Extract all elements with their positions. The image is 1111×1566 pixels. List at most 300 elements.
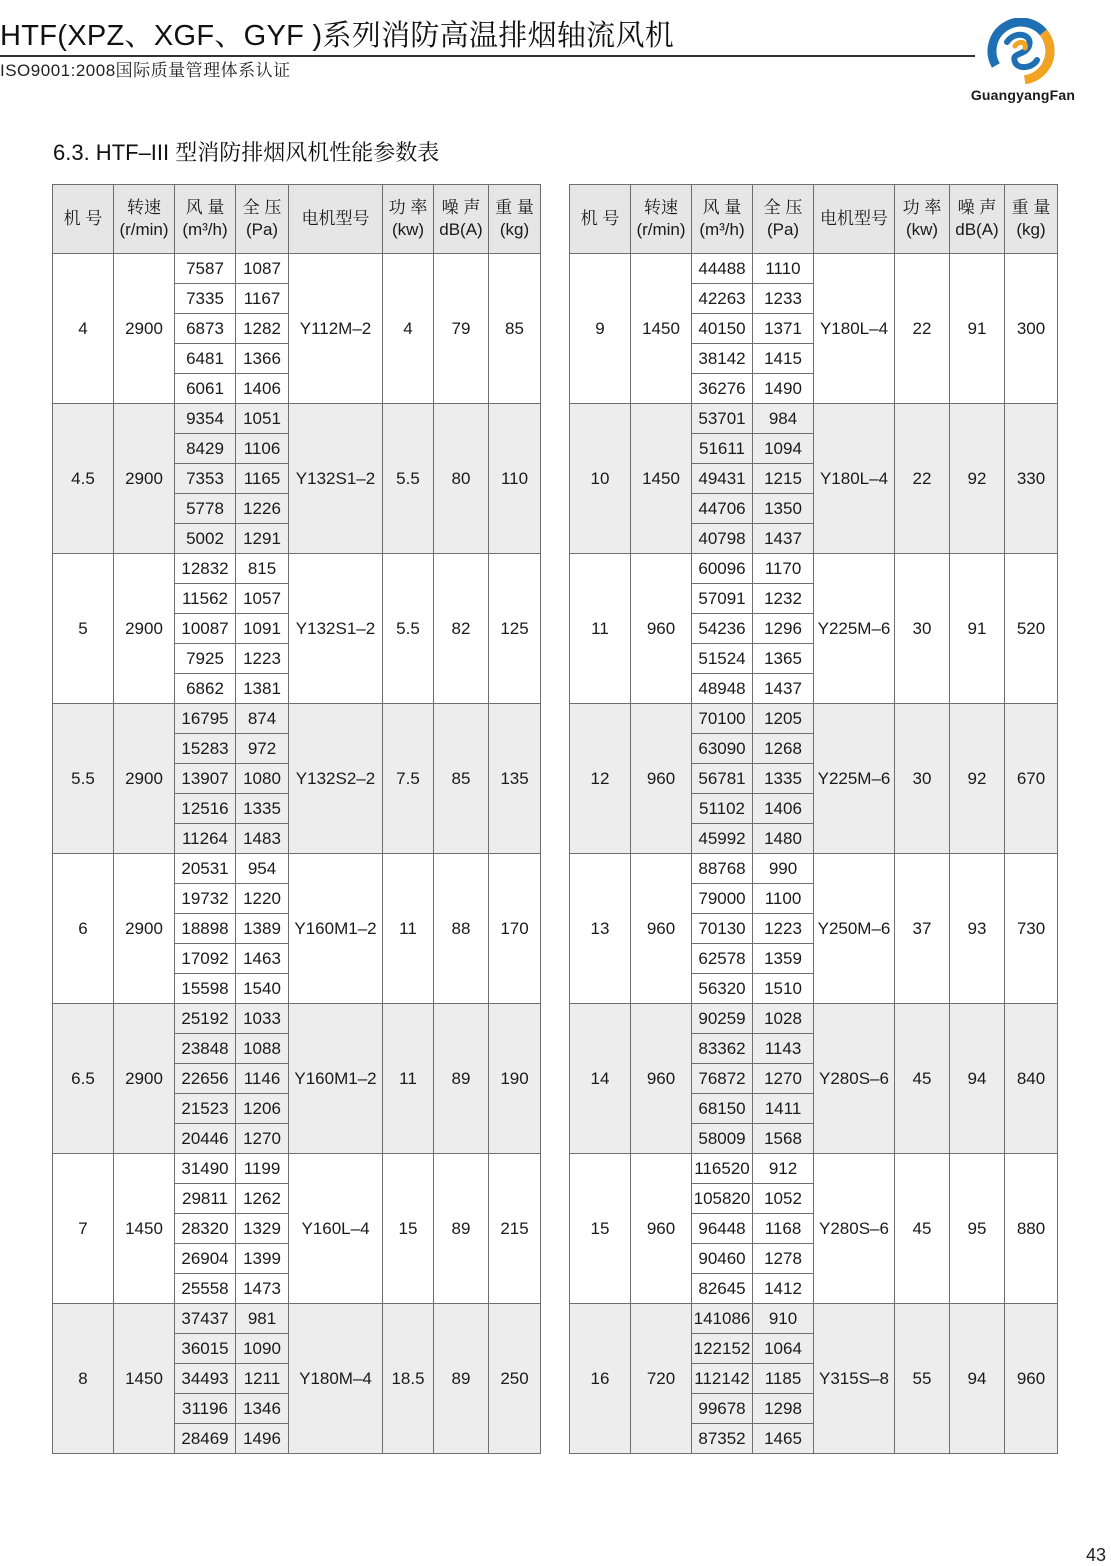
column-header — [814, 185, 895, 254]
power-cell: 4 — [383, 254, 434, 404]
weight-cell: 730 — [1005, 854, 1058, 1004]
airflow-cell: 37437 — [175, 1304, 236, 1334]
motor-model-cell: Y280S–6 — [814, 1154, 895, 1304]
column-header-text: 重 量 — [495, 198, 534, 217]
pressure-cell: 1278 — [753, 1244, 814, 1274]
pressure-cell: 1510 — [753, 974, 814, 1004]
power-cell: 11 — [383, 1004, 434, 1154]
airflow-cell: 25558 — [175, 1274, 236, 1304]
table-row — [53, 704, 541, 734]
column-header-text: (kw) — [905, 220, 939, 239]
pressure-cell: 1220 — [236, 884, 289, 914]
pressure-cell: 1399 — [236, 1244, 289, 1274]
airflow-cell: 56781 — [692, 764, 753, 794]
pressure-cell: 1170 — [753, 554, 814, 584]
airflow-cell: 6061 — [175, 374, 236, 404]
pressure-cell: 1106 — [236, 434, 289, 464]
table-row — [570, 1154, 1058, 1184]
pressure-cell: 1057 — [236, 584, 289, 614]
pressure-cell: 1088 — [236, 1034, 289, 1064]
airflow-cell: 112142 — [692, 1364, 753, 1394]
pressure-cell: 1268 — [753, 734, 814, 764]
fan-number-cell: 6.5 — [53, 1004, 114, 1154]
pressure-cell: 1199 — [236, 1154, 289, 1184]
airflow-cell: 51611 — [692, 434, 753, 464]
pressure-cell: 1185 — [753, 1364, 814, 1394]
table-row — [53, 1304, 541, 1334]
fan-number-cell: 7 — [53, 1154, 114, 1304]
column-header — [175, 185, 236, 254]
pressure-cell: 910 — [753, 1304, 814, 1334]
table-row — [53, 404, 541, 434]
pressure-cell: 1496 — [236, 1424, 289, 1454]
weight-cell: 125 — [489, 554, 541, 704]
pressure-cell: 1223 — [753, 914, 814, 944]
noise-cell: 89 — [434, 1004, 489, 1154]
weight-cell: 190 — [489, 1004, 541, 1154]
airflow-cell: 12832 — [175, 554, 236, 584]
weight-cell: 170 — [489, 854, 541, 1004]
fan-number-cell: 15 — [570, 1154, 631, 1304]
table-row — [570, 1304, 1058, 1334]
airflow-cell: 6873 — [175, 314, 236, 344]
column-header-text: 机 号 — [580, 209, 620, 228]
performance-table-left — [52, 184, 541, 1454]
pressure-cell: 1359 — [753, 944, 814, 974]
column-header-text: (r/min) — [119, 220, 169, 239]
weight-cell: 330 — [1005, 404, 1058, 554]
airflow-cell: 51102 — [692, 794, 753, 824]
airflow-cell: 36276 — [692, 374, 753, 404]
column-header-text: dB(A) — [955, 220, 999, 239]
airflow-cell: 70100 — [692, 704, 753, 734]
airflow-cell: 40150 — [692, 314, 753, 344]
fan-number-cell: 16 — [570, 1304, 631, 1454]
pressure-cell: 1262 — [236, 1184, 289, 1214]
power-cell: 22 — [895, 404, 950, 554]
pressure-cell: 874 — [236, 704, 289, 734]
motor-model-cell: Y280S–6 — [814, 1004, 895, 1154]
speed-cell: 960 — [631, 704, 692, 854]
airflow-cell: 13907 — [175, 764, 236, 794]
speed-cell: 2900 — [114, 704, 175, 854]
power-cell: 5.5 — [383, 554, 434, 704]
speed-cell: 960 — [631, 1004, 692, 1154]
pressure-cell: 1282 — [236, 314, 289, 344]
noise-cell: 93 — [950, 854, 1005, 1004]
pressure-cell: 1270 — [753, 1064, 814, 1094]
airflow-cell: 58009 — [692, 1124, 753, 1154]
noise-cell: 92 — [950, 704, 1005, 854]
airflow-cell: 21523 — [175, 1094, 236, 1124]
pressure-cell: 990 — [753, 854, 814, 884]
power-cell: 37 — [895, 854, 950, 1004]
table-row — [570, 554, 1058, 584]
logo-text: GuangyangFan — [970, 87, 1076, 103]
table-row — [570, 1004, 1058, 1034]
column-header — [1005, 185, 1058, 254]
airflow-cell: 31490 — [175, 1154, 236, 1184]
weight-cell: 880 — [1005, 1154, 1058, 1304]
column-header-text: 机 号 — [63, 209, 103, 228]
airflow-cell: 122152 — [692, 1334, 753, 1364]
pressure-cell: 1415 — [753, 344, 814, 374]
power-cell: 15 — [383, 1154, 434, 1304]
pressure-cell: 1146 — [236, 1064, 289, 1094]
motor-model-cell: Y180L–4 — [814, 254, 895, 404]
airflow-cell: 10087 — [175, 614, 236, 644]
column-header-text: 全 压 — [242, 198, 282, 217]
airflow-cell: 11562 — [175, 584, 236, 614]
fan-number-cell: 11 — [570, 554, 631, 704]
pressure-cell: 1110 — [753, 254, 814, 284]
airflow-cell: 20446 — [175, 1124, 236, 1154]
pressure-cell: 1346 — [236, 1394, 289, 1424]
airflow-cell: 63090 — [692, 734, 753, 764]
fan-number-cell: 13 — [570, 854, 631, 1004]
speed-cell: 2900 — [114, 1004, 175, 1154]
pressure-cell: 1223 — [236, 644, 289, 674]
table-header-row — [53, 185, 541, 254]
fan-number-cell: 4.5 — [53, 404, 114, 554]
motor-model-cell: Y132S1–2 — [289, 554, 383, 704]
airflow-cell: 40798 — [692, 524, 753, 554]
table-row — [53, 1154, 541, 1184]
motor-model-cell: Y315S–8 — [814, 1304, 895, 1454]
weight-cell: 85 — [489, 254, 541, 404]
speed-cell: 720 — [631, 1304, 692, 1454]
pressure-cell: 1490 — [753, 374, 814, 404]
airflow-cell: 7353 — [175, 464, 236, 494]
speed-cell: 1450 — [114, 1154, 175, 1304]
pressure-cell: 1052 — [753, 1184, 814, 1214]
pressure-cell: 1091 — [236, 614, 289, 644]
pressure-cell: 1335 — [236, 794, 289, 824]
airflow-cell: 5002 — [175, 524, 236, 554]
airflow-cell: 90259 — [692, 1004, 753, 1034]
speed-cell: 2900 — [114, 554, 175, 704]
column-header — [692, 185, 753, 254]
pressure-cell: 1028 — [753, 1004, 814, 1034]
pressure-cell: 1412 — [753, 1274, 814, 1304]
pressure-cell: 1143 — [753, 1034, 814, 1064]
motor-model-cell: Y132S2–2 — [289, 704, 383, 854]
column-header-text: 电机型号 — [301, 209, 370, 228]
pressure-cell: 972 — [236, 734, 289, 764]
noise-cell: 92 — [950, 404, 1005, 554]
pressure-cell: 1365 — [753, 644, 814, 674]
noise-cell: 94 — [950, 1304, 1005, 1454]
fan-number-cell: 5.5 — [53, 704, 114, 854]
pressure-cell: 1463 — [236, 944, 289, 974]
noise-cell: 91 — [950, 254, 1005, 404]
airflow-cell: 22656 — [175, 1064, 236, 1094]
column-header-text: 转速 — [127, 198, 161, 217]
airflow-cell: 28320 — [175, 1214, 236, 1244]
pressure-cell: 1568 — [753, 1124, 814, 1154]
airflow-cell: 15598 — [175, 974, 236, 1004]
pressure-cell: 1371 — [753, 314, 814, 344]
column-header — [895, 185, 950, 254]
airflow-cell: 68150 — [692, 1094, 753, 1124]
airflow-cell: 6481 — [175, 344, 236, 374]
airflow-cell: 79000 — [692, 884, 753, 914]
airflow-cell: 25192 — [175, 1004, 236, 1034]
table-row — [53, 1004, 541, 1034]
pressure-cell: 1350 — [753, 494, 814, 524]
fan-number-cell: 10 — [570, 404, 631, 554]
motor-model-cell: Y225M–6 — [814, 704, 895, 854]
weight-cell: 520 — [1005, 554, 1058, 704]
pressure-cell: 1291 — [236, 524, 289, 554]
column-header-text: 风 量 — [702, 198, 742, 217]
table-row — [53, 254, 541, 284]
weight-cell: 670 — [1005, 704, 1058, 854]
motor-model-cell: Y160M1–2 — [289, 1004, 383, 1154]
fan-number-cell: 9 — [570, 254, 631, 404]
weight-cell: 215 — [489, 1154, 541, 1304]
airflow-cell: 28469 — [175, 1424, 236, 1454]
column-header-text: (kg) — [1016, 220, 1046, 239]
speed-cell: 2900 — [114, 404, 175, 554]
header-rule — [0, 55, 975, 57]
pressure-cell: 1437 — [753, 674, 814, 704]
noise-cell: 79 — [434, 254, 489, 404]
pressure-cell: 912 — [753, 1154, 814, 1184]
airflow-cell: 23848 — [175, 1034, 236, 1064]
pressure-cell: 1296 — [753, 614, 814, 644]
pressure-cell: 1335 — [753, 764, 814, 794]
column-header — [489, 185, 541, 254]
pressure-cell: 1033 — [236, 1004, 289, 1034]
column-header — [289, 185, 383, 254]
column-header — [950, 185, 1005, 254]
speed-cell: 2900 — [114, 254, 175, 404]
document-title: HTF(XPZ、XGF、GYF )系列消防高温排烟轴流风机 — [0, 20, 675, 52]
airflow-cell: 105820 — [692, 1184, 753, 1214]
noise-cell: 82 — [434, 554, 489, 704]
airflow-cell: 62578 — [692, 944, 753, 974]
airflow-cell: 19732 — [175, 884, 236, 914]
power-cell: 22 — [895, 254, 950, 404]
pressure-cell: 1090 — [236, 1334, 289, 1364]
pressure-cell: 1411 — [753, 1094, 814, 1124]
column-header-text: 噪 声 — [441, 198, 481, 217]
noise-cell: 94 — [950, 1004, 1005, 1154]
pressure-cell: 981 — [236, 1304, 289, 1334]
pressure-cell: 1298 — [753, 1394, 814, 1424]
pressure-cell: 1540 — [236, 974, 289, 1004]
speed-cell: 1450 — [631, 254, 692, 404]
pressure-cell: 1205 — [753, 704, 814, 734]
fan-number-cell: 6 — [53, 854, 114, 1004]
pressure-cell: 1233 — [753, 284, 814, 314]
power-cell: 45 — [895, 1154, 950, 1304]
motor-model-cell: Y160M1–2 — [289, 854, 383, 1004]
noise-cell: 88 — [434, 854, 489, 1004]
fan-number-cell: 4 — [53, 254, 114, 404]
noise-cell: 91 — [950, 554, 1005, 704]
column-header — [114, 185, 175, 254]
airflow-cell: 9354 — [175, 404, 236, 434]
column-header-text: 功 率 — [388, 198, 428, 217]
airflow-cell: 49431 — [692, 464, 753, 494]
pressure-cell: 1465 — [753, 1424, 814, 1454]
airflow-cell: 44706 — [692, 494, 753, 524]
airflow-cell: 51524 — [692, 644, 753, 674]
column-header — [434, 185, 489, 254]
pressure-cell: 815 — [236, 554, 289, 584]
column-header — [236, 185, 289, 254]
power-cell: 5.5 — [383, 404, 434, 554]
table-row — [53, 854, 541, 884]
speed-cell: 2900 — [114, 854, 175, 1004]
airflow-cell: 99678 — [692, 1394, 753, 1424]
column-header — [383, 185, 434, 254]
pressure-cell: 1270 — [236, 1124, 289, 1154]
pressure-cell: 954 — [236, 854, 289, 884]
motor-model-cell: Y180M–4 — [289, 1304, 383, 1454]
airflow-cell: 7925 — [175, 644, 236, 674]
airflow-cell: 96448 — [692, 1214, 753, 1244]
column-header-text: (Pa) — [766, 220, 800, 239]
airflow-cell: 7587 — [175, 254, 236, 284]
airflow-cell: 16795 — [175, 704, 236, 734]
airflow-cell: 54236 — [692, 614, 753, 644]
noise-cell: 89 — [434, 1154, 489, 1304]
column-header-text: (Pa) — [245, 220, 279, 239]
airflow-cell: 87352 — [692, 1424, 753, 1454]
airflow-cell: 57091 — [692, 584, 753, 614]
column-header — [570, 185, 631, 254]
column-header-text: 重 量 — [1011, 198, 1051, 217]
airflow-cell: 44488 — [692, 254, 753, 284]
airflow-cell: 42263 — [692, 284, 753, 314]
table-header-row — [570, 185, 1058, 254]
fan-number-cell: 14 — [570, 1004, 631, 1154]
power-cell: 11 — [383, 854, 434, 1004]
airflow-cell: 45992 — [692, 824, 753, 854]
fan-number-cell: 5 — [53, 554, 114, 704]
airflow-cell: 8429 — [175, 434, 236, 464]
weight-cell: 135 — [489, 704, 541, 854]
airflow-cell: 60096 — [692, 554, 753, 584]
table-row — [570, 854, 1058, 884]
airflow-cell: 82645 — [692, 1274, 753, 1304]
airflow-cell: 141086 — [692, 1304, 753, 1334]
weight-cell: 110 — [489, 404, 541, 554]
table-row — [570, 404, 1058, 434]
column-header-text: (m³/h) — [699, 220, 745, 239]
fan-number-cell: 12 — [570, 704, 631, 854]
column-header-text: (m³/h) — [182, 220, 228, 239]
power-cell: 30 — [895, 554, 950, 704]
column-header-text: 全 压 — [763, 198, 803, 217]
section-title: 6.3. HTF–III 型消防排烟风机性能参数表 — [53, 140, 440, 165]
airflow-cell: 17092 — [175, 944, 236, 974]
airflow-cell: 20531 — [175, 854, 236, 884]
airflow-cell: 83362 — [692, 1034, 753, 1064]
page-number: 43 — [1086, 1545, 1107, 1565]
pressure-cell: 1165 — [236, 464, 289, 494]
airflow-cell: 76872 — [692, 1064, 753, 1094]
pressure-cell: 1168 — [753, 1214, 814, 1244]
pressure-cell: 984 — [753, 404, 814, 434]
pressure-cell: 1167 — [236, 284, 289, 314]
airflow-cell: 29811 — [175, 1184, 236, 1214]
pressure-cell: 1473 — [236, 1274, 289, 1304]
airflow-cell: 70130 — [692, 914, 753, 944]
noise-cell: 80 — [434, 404, 489, 554]
column-header — [753, 185, 814, 254]
airflow-cell: 7335 — [175, 284, 236, 314]
power-cell: 7.5 — [383, 704, 434, 854]
airflow-cell: 88768 — [692, 854, 753, 884]
pressure-cell: 1406 — [753, 794, 814, 824]
airflow-cell: 56320 — [692, 974, 753, 1004]
pressure-cell: 1232 — [753, 584, 814, 614]
pressure-cell: 1389 — [236, 914, 289, 944]
speed-cell: 960 — [631, 554, 692, 704]
pressure-cell: 1051 — [236, 404, 289, 434]
power-cell: 18.5 — [383, 1304, 434, 1454]
guangyang-logo-icon — [985, 18, 1057, 84]
power-cell: 45 — [895, 1004, 950, 1154]
column-header-text: (r/min) — [636, 220, 686, 239]
motor-model-cell: Y160L–4 — [289, 1154, 383, 1304]
speed-cell: 1450 — [114, 1304, 175, 1454]
motor-model-cell: Y132S1–2 — [289, 404, 383, 554]
airflow-cell: 53701 — [692, 404, 753, 434]
column-header — [53, 185, 114, 254]
speed-cell: 960 — [631, 854, 692, 1004]
motor-model-cell: Y180L–4 — [814, 404, 895, 554]
airflow-cell: 12516 — [175, 794, 236, 824]
pressure-cell: 1080 — [236, 764, 289, 794]
pressure-cell: 1366 — [236, 344, 289, 374]
weight-cell: 300 — [1005, 254, 1058, 404]
pressure-cell: 1381 — [236, 674, 289, 704]
pressure-cell: 1094 — [753, 434, 814, 464]
airflow-cell: 38142 — [692, 344, 753, 374]
table-row — [570, 254, 1058, 284]
pressure-cell: 1483 — [236, 824, 289, 854]
column-header-text: (kg) — [499, 220, 530, 239]
pressure-cell: 1206 — [236, 1094, 289, 1124]
motor-model-cell: Y225M–6 — [814, 554, 895, 704]
airflow-cell: 6862 — [175, 674, 236, 704]
pressure-cell: 1215 — [753, 464, 814, 494]
airflow-cell: 36015 — [175, 1334, 236, 1364]
pressure-cell: 1437 — [753, 524, 814, 554]
pressure-cell: 1226 — [236, 494, 289, 524]
table-row — [53, 554, 541, 584]
airflow-cell: 48948 — [692, 674, 753, 704]
pressure-cell: 1211 — [236, 1364, 289, 1394]
airflow-cell: 26904 — [175, 1244, 236, 1274]
power-cell: 30 — [895, 704, 950, 854]
noise-cell: 85 — [434, 704, 489, 854]
weight-cell: 960 — [1005, 1304, 1058, 1454]
pressure-cell: 1406 — [236, 374, 289, 404]
certification-subtitle: ISO9001:2008国际质量管理体系认证 — [0, 61, 291, 80]
airflow-cell: 90460 — [692, 1244, 753, 1274]
speed-cell: 1450 — [631, 404, 692, 554]
noise-cell: 89 — [434, 1304, 489, 1454]
column-header — [631, 185, 692, 254]
pressure-cell: 1087 — [236, 254, 289, 284]
column-header-text: dB(A) — [439, 220, 483, 239]
